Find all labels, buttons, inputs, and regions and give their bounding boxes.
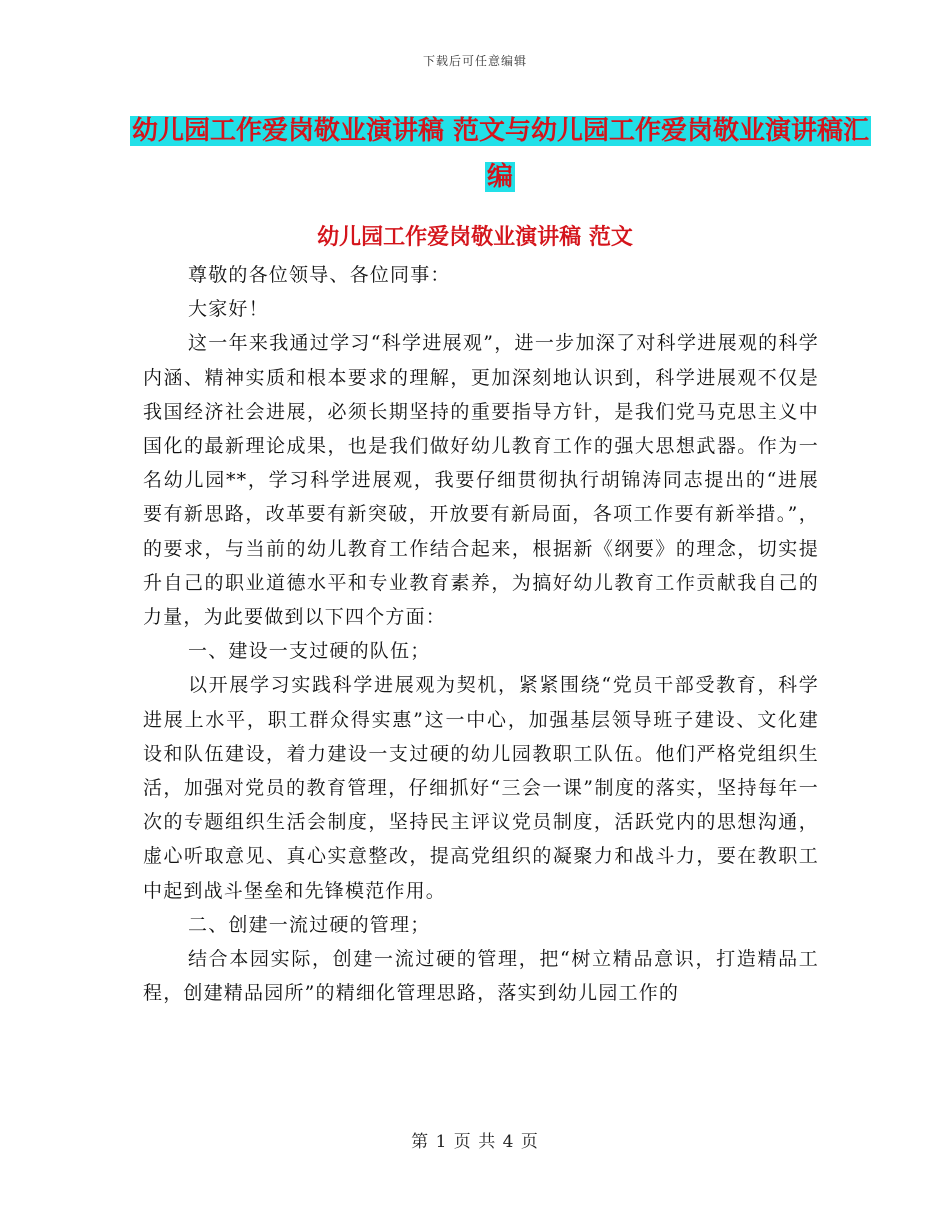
salutation: 尊敬的各位领导、各位同事： [188,264,451,286]
page-header-note: 下载后可任意编辑 [422,54,527,68]
section-title: 幼儿园工作爱岗敬业演讲稿 范文 [317,225,633,250]
document-title [130,108,870,200]
paragraph: 这一年来我通过学习“科学进展观”，进一步加深了对科学进展观的科学内涵、精神实质和根本要求的理解，更加深刻地认识到，科学进展观不仅是我国经济社会进展，必须长期坚持的重要指导方针，是我们党马克思主义中国化的最新理论成果，也是我们做好幼儿教育工作的强大思想武器。作为一名幼儿园**，学习科学进展观，我要仔细贯彻执行胡锦涛同志提出的“进展要有新思路，改革要有新突破，开放要有新局面，各项工作要有新举措。”，的要求，与当前的幼儿教育工作结合起来，根据新《纲要》的理念，切实提升自己的职业道德水平和专业教育素养，为搞好幼儿教育工作贡献我自己的力量，为此要做到以下四个方面： [143,332,819,629]
page-number: 第 1 页 共 4 页 [411,1132,539,1152]
section-heading: 一、建设一支过硬的队伍； [188,640,431,663]
greeting: 大家好！ [188,298,269,321]
document-title-text: 幼儿园工作爱岗敬业演讲稿 范文与幼儿园工作爱岗敬业演讲稿汇编 [132,116,870,192]
paragraph: 以开展学习实践科学进展观为契机，紧紧围绕“党员干部受教育，科学进展上水平，职工群众得实惠”这一中心，加强基层领导班子建设、文化建设和队伍建设，着力建设一支过硬的幼儿园教职工队伍。他们严格党组织生活，加强对党员的教育管理，仔细抓好“三会一课”制度的落实，坚持每年一次的专题组织生活会制度，坚持民主评议党员制度，活跃党内的思想沟通，虚心听取意见、真心实意整改，提高党组织的凝聚力和战斗力，要在教职工中起到战斗堡垒和先锋模范作用。 [143,674,819,902]
body-text [143,258,819,1010]
paragraph: 结合本园实际，创建一流过硬的管理，把“树立精品意识，打造精品工程，创建精品园所”的精细化管理思路，落实到幼儿园工作的 [143,948,819,1005]
section-heading: 二、创建一流过硬的管理； [188,913,431,936]
